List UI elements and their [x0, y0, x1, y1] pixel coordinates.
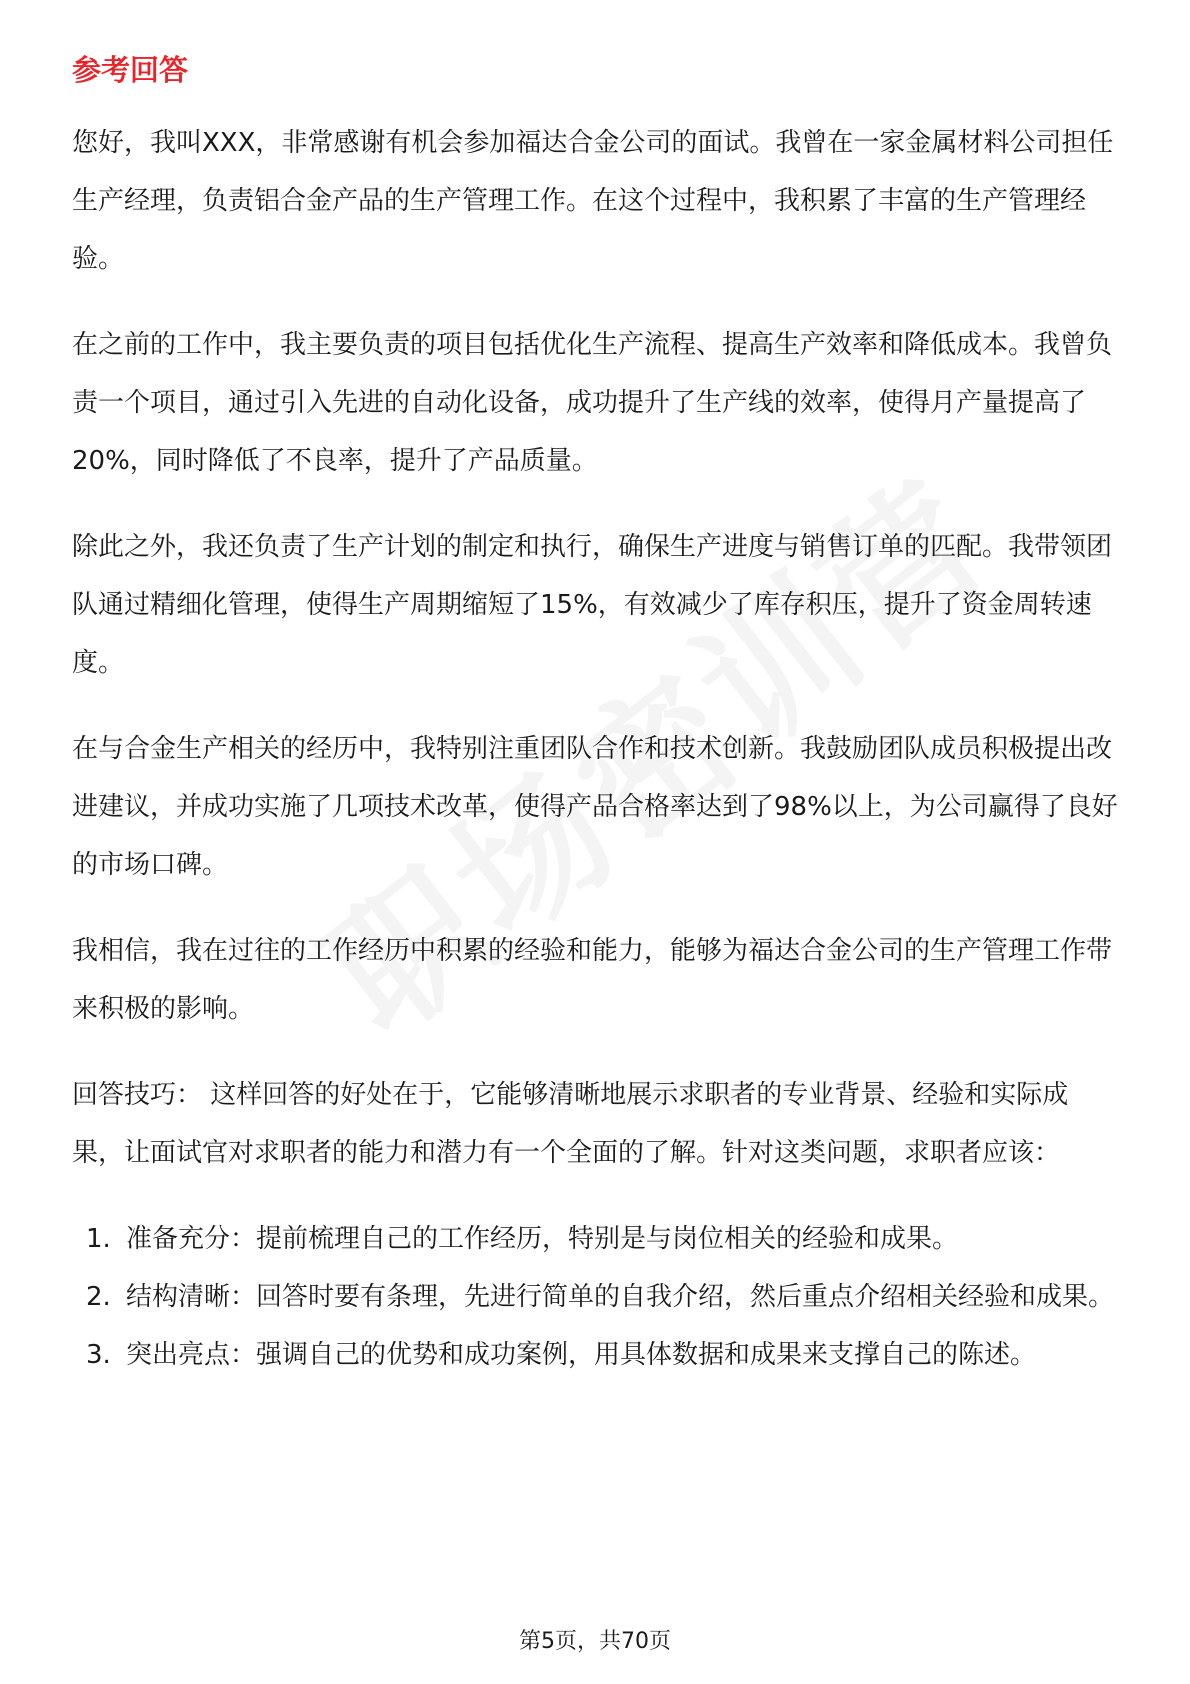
tips-intro-paragraph: 回答技巧： 这样回答的好处在于，它能够清晰地展示求职者的专业背景、经验和实际成果，让面试官对求职者的能力和潜力有一个全面的了解。针对这类问题，求职者应该： — [72, 1080, 1069, 1168]
answer-paragraph-4: 在与合金生产相关的经历中，我特别注重团队合作和技术创新。我鼓励团队成员积极提出改进建议，并成功实施了几项技术改革，使得产品合格率达到了98%以上，为公司赢得了良好的市场口碑。 — [72, 734, 1118, 880]
document-body — [72, 42, 1120, 1384]
list-item — [72, 1210, 1120, 1268]
page-footer: 第5页，共70页 — [519, 1629, 671, 1654]
list-item-text: 准备充分：提前梳理自己的工作经历，特别是与岗位相关的经验和成果。 — [126, 1224, 959, 1254]
answer-paragraph-2: 在之前的工作中，我主要负责的项目包括优化生产流程、提高生产效率和降低成本。我曾负责一个项目，通过引入先进的自动化设备，成功提升了生产线的效率，使得月产量提高了20%，同时降低了不良率，提升了产品质量。 — [72, 330, 1113, 476]
section-heading: 参考回答 — [72, 53, 189, 87]
answer-paragraph-5: 我相信，我在过往的工作经历中积累的经验和能力，能够为福达合金公司的生产管理工作带来积极的影响。 — [72, 936, 1113, 1024]
list-item — [72, 1326, 1120, 1384]
answer-paragraph-3: 除此之外，我还负责了生产计划的制定和执行，确保生产进度与销售订单的匹配。我带领团队通过精细化管理，使得生产周期缩短了15%，有效减少了库存积压，提升了资金周转速度。 — [72, 532, 1113, 678]
list-item-number: 1. — [86, 1224, 111, 1254]
list-item — [72, 1268, 1120, 1326]
list-item-text: 突出亮点：强调自己的优势和成功案例，用具体数据和成果来支撑自己的陈述。 — [126, 1340, 1037, 1370]
answer-paragraph-1: 您好，我叫XXX，非常感谢有机会参加福达合金公司的面试。我曾在一家金属材料公司担任生产经理，负责铝合金产品的生产管理工作。在这个过程中，我积累了丰富的生产管理经验。 — [72, 128, 1114, 274]
list-item-number: 3. — [86, 1340, 111, 1370]
tips-list — [72, 1210, 1120, 1384]
list-item-number: 2. — [86, 1282, 111, 1312]
list-item-text: 结构清晰：回答时要有条理，先进行简单的自我介绍，然后重点介绍相关经验和成果。 — [126, 1282, 1115, 1312]
